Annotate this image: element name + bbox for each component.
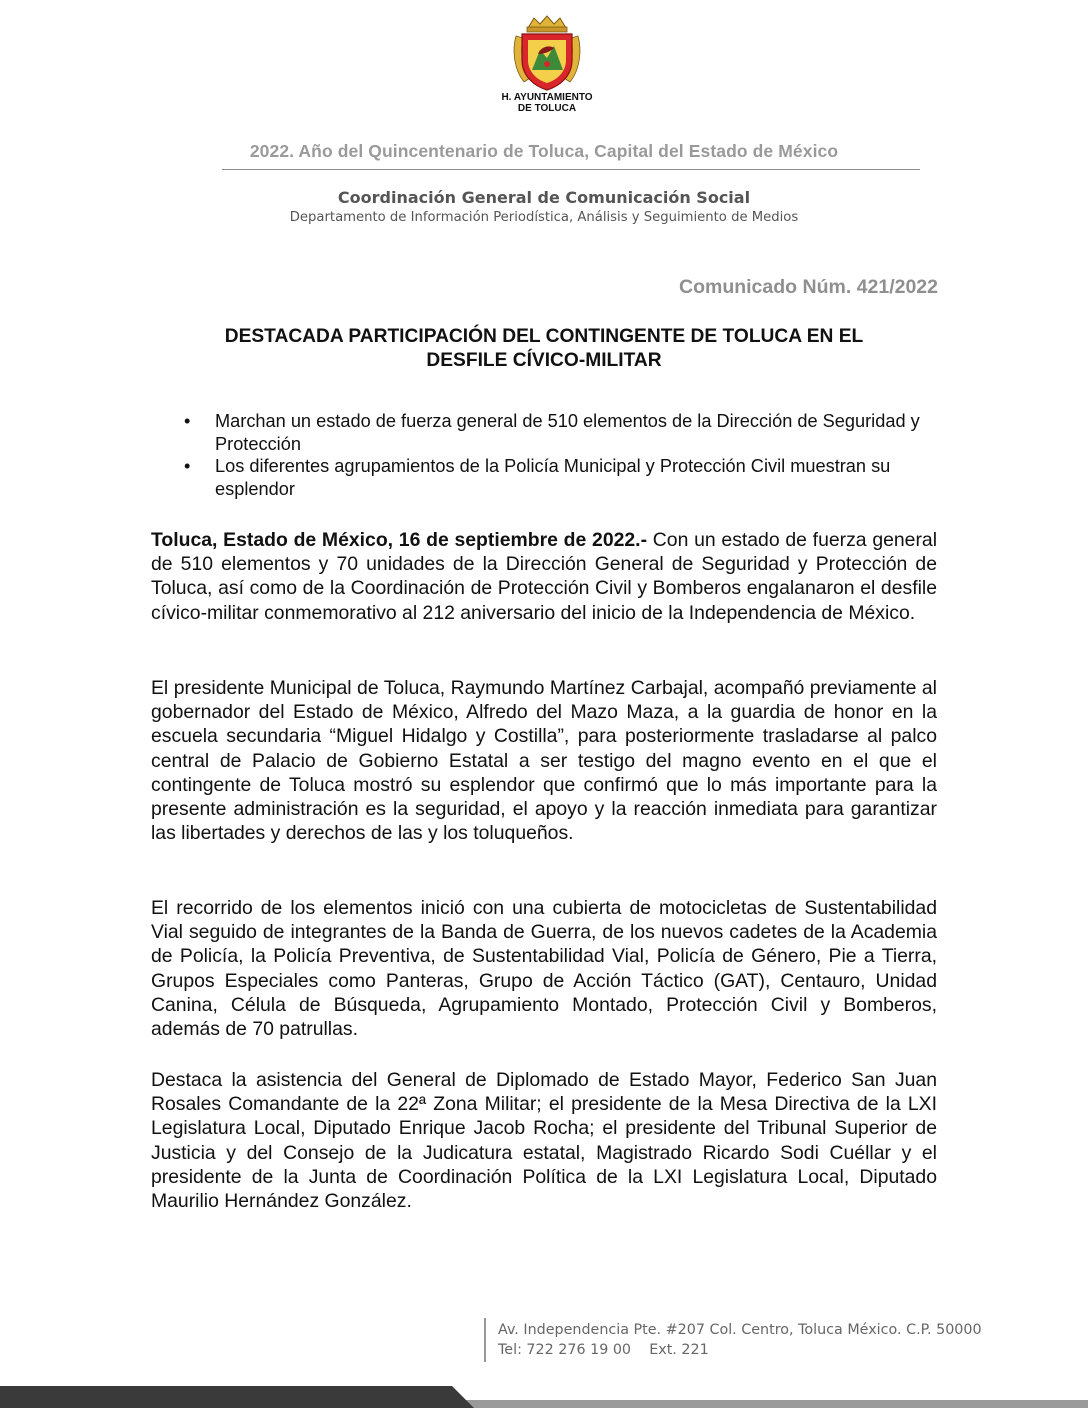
bullet-item	[184, 410, 944, 455]
footer-contact	[498, 1320, 982, 1360]
footer-phone: Tel: 722 276 19 00 Ext. 221	[498, 1342, 709, 1358]
toluca-coat-of-arms-logo	[492, 14, 602, 120]
paragraph-1-body: Con un estado de fuerza general de 510 elementos y 70 unidades de la Dirección General de Seguridad y Protección de Toluca, así como de la Coordinación de Protección Civil y Bomberos engalanaron el desfile cívico-militar conmemorativo al 212 aniversario del inicio de la Independencia de México.	[151, 529, 937, 624]
year-motto: 2022. Año del Quincentenario de Toluca, Capital del Estado de México	[249, 141, 839, 161]
bullet-dot-icon: •	[184, 456, 191, 476]
paragraph-4: Destaca la asistencia del General de Diplomado de Estado Mayor, Federico San Juan Rosales Comandante de la 22ª Zona Militar; el presidente de la Mesa Directiva de la LXI Legislatura Local, Diputado Enrique Jacob Rocha; el presidente del Tribunal Superior de Justicia y del Consejo de la Judicatura estatal, Magistrado Ricardo Sodi Cuéllar y el presidente de la Junta de Coordinación Política de la LXI Legislatura Local, Diputado Maurilio Hernández González.	[151, 1069, 937, 1213]
coordination-title: Coordinación General de Comunicación Social	[337, 188, 751, 207]
summary-bullets	[184, 410, 944, 500]
header-divider	[222, 169, 920, 170]
bullet-item	[184, 455, 944, 500]
footer-address: Av. Independencia Pte. #207 Col. Centro, Toluca México. C.P. 50000	[498, 1322, 982, 1338]
bullet-text: Los diferentes agrupamientos de la Policía Municipal y Protección Civil muestran su esplendor	[215, 456, 891, 499]
headline-line2: DESFILE CÍVICO-MILITAR	[426, 350, 662, 371]
headline	[150, 325, 938, 373]
dateline: Toluca, Estado de México, 16 de septiembre de 2022.-	[151, 529, 648, 551]
comunicado-number: Comunicado Núm. 421/2022	[678, 276, 938, 298]
paragraph-2: El presidente Municipal de Toluca, Raymundo Martínez Carbajal, acompañó previamente al gobernador del Estado de México, Alfredo del Mazo Maza, a la guardia de honor en la escuela secundaria “Miguel Hidalgo y Costilla”, para posteriormente trasladarse al palco central de Palacio de Gobierno Estatal a ser testigo del magno evento en el que el contingente de Toluca mostró su esplendor que confirmó que lo más importante para la presente administración es la seguridad, el apoyo y la reacción inmediata para garantizar las libertades y derechos de las y los toluqueños.	[151, 677, 937, 845]
footer-divider	[484, 1318, 486, 1362]
logo-text-line2: DE TOLUCA	[517, 103, 577, 114]
department-subtitle: Departamento de Información Periodística, Análisis y Seguimiento de Medios	[289, 210, 799, 225]
coat-of-arms-icon	[510, 14, 584, 92]
paragraph-3: El recorrido de los elementos inició con una cubierta de motocicletas de Sustentabilidad Vial seguido de integrantes de la Banda de Guerra, de los nuevos cadetes de la Academia de Policía, la Policía Preventiva, de Sustentabilidad Vial, Policía de Género, Pie a Tierra, Grupos Especiales como Panteras, Grupo de Acción Táctico (GAT), Centauro, Unidad Canina, Célula de Búsqueda, Agrupamiento Montado, Protección Civil y Bomberos, además de 70 patrullas.	[151, 897, 937, 1041]
footer-band-decoration	[0, 1386, 1088, 1408]
paragraph-1	[151, 528, 937, 625]
logo-text-line1: H. AYUNTAMIENTO	[501, 92, 593, 103]
bullet-text: Marchan un estado de fuerza general de 510 elementos de la Dirección de Seguridad y Protección	[215, 411, 920, 454]
bullet-dot-icon: •	[184, 411, 191, 431]
headline-line1: DESTACADA PARTICIPACIÓN DEL CONTINGENTE DE TOLUCA EN EL	[224, 326, 864, 347]
